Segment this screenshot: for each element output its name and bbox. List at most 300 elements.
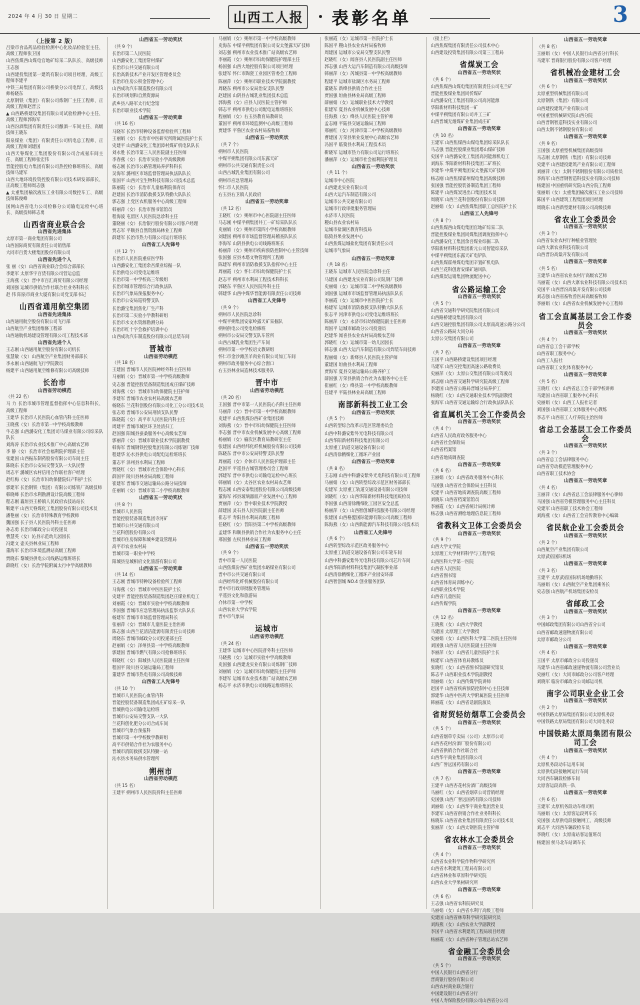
name-entry: 高平市供销合作社为农服务中心 [112, 743, 173, 749]
name-entry: 太原市第一商业集团有限公司 [6, 236, 62, 242]
award-category-heading: 山西省先进集体 [37, 312, 72, 318]
name-entry: 赵建国 山阴县古城乳业集团技术总监 [218, 93, 289, 99]
name-entry: 右玉县林业局造林技术服务队 [218, 369, 275, 375]
name-entry: 李建华 中煤平朔集团安太堡露天矿技师 [430, 169, 506, 175]
name-entry: （共 4 名） [536, 651, 560, 657]
name-entry: 陈建军 朔州市消防救援支队指挥中心主任 [218, 263, 298, 269]
name-entry: 薛国平 陵川县林业局高级工程师 [112, 474, 174, 480]
section-heading: 省民航企业工会委员会 [546, 523, 625, 533]
name-entry: 马志强 晋能控股煤业集团塔山煤矿技师 [430, 148, 506, 154]
name-entry: 马 力 长治市城市管理监督指挥中心信息科科长、高级工程师 [6, 402, 104, 414]
name-entry: 长治市气象局预报服务中心 [112, 292, 164, 298]
name-entry: 山西省水利建筑工程局有限公司 [430, 866, 491, 872]
name-entry: 中国重型机械研究院山西分院 [536, 113, 593, 119]
name-entry: 山西路桥建设集团有限公司 [430, 316, 483, 321]
name-entry: 山西省总工会干部学校 [536, 344, 580, 350]
name-entry: 王晓燕（女）长治市第一中学校高级教师 [6, 422, 84, 428]
name-entry: 运城市盐湖区教育科技局 [324, 228, 372, 234]
name-entry: 山西中科潞安紫外光电科技有限公司 [324, 431, 394, 437]
name-entry: 张晓红（女）山西省图书馆副研究馆员 [430, 665, 504, 671]
name-entry: 王丽娟（女）中国人民银行山西省分行科长 [536, 51, 619, 57]
name-entry: 郭建国 晋城市燃气有限公司抢修班班长 [112, 651, 187, 657]
name-entry: 晋中市第一人民医院 [218, 558, 258, 564]
name-entry: 周晓东 晋城市邮政分公司投递部主任 [112, 637, 183, 643]
name-entry: 马晓军 长治市特种设备监督检验所工程师 [112, 129, 191, 135]
name-entry: 杨丽萍（女）山西智创城科技服务有限公司经理 [324, 509, 415, 515]
name-entry: （共 12 名） [430, 615, 457, 621]
name-entry: 马志刚 太原钢铁（集团）有限公司技师 [536, 155, 612, 161]
name-entry: 贾海军 夏县交通运输局公路养护工 [324, 369, 391, 375]
name-entry: 史国平 山西晋汾高粱开发有限公司技师 [536, 288, 612, 294]
name-entry: 晋能控股电力集团有限公司热控检修班班长、高级技师马建军 [6, 164, 104, 177]
name-entry: 郭丽萍（女）晋城市职业技术学院副教授 [112, 439, 190, 445]
name-entry: 晋城市气象台预报科 [112, 729, 151, 735]
name-entry: 韩建华 山西中煤华晋能源有限责任公司技师 [218, 291, 302, 297]
name-entry: 华阳新材料科技集团一矿 [430, 105, 478, 111]
name-entry: 中国人民银行山西省分行 [430, 970, 478, 976]
name-entry: 朔州市公安局交警支队车管所 [218, 333, 275, 339]
name-entry: 薛建国 灵石县人民医院副主任医师 [218, 509, 285, 515]
name-entry: 长治市公安局巡特警支队 [112, 299, 160, 305]
name-entry: 山西大运汽车制造有限公司 [324, 192, 377, 198]
name-entry: 山西焦煤西山煤电官地矿综采二队队长、高级技师王志强 [6, 59, 104, 71]
name-entry: 郭建华 山西中医药大学附属医院主任医师 [430, 693, 510, 699]
name-entry: 兰花科创股份有限公司 [112, 531, 156, 537]
name-entry: 陈志平 山西职业技术学院副教授 [430, 672, 493, 678]
name-entry: 周志平 潞城区农村信用合作联社客户经理 [6, 471, 85, 477]
name-entry: 刘晓红（女）山西华阳新材料科技集团质检员 [324, 495, 411, 501]
name-entry: 刘国强 山西省职工文体服务中心教练 [536, 408, 607, 414]
name-entry: 王晓红（女）朔州市中心医院副主任医师 [218, 213, 296, 219]
name-entry: 李建国 山西省公路局晋城分局养护工 [430, 386, 501, 392]
name-entry: （共 7 名） [430, 351, 454, 357]
name-entry: 长治市第二人民医院 [112, 51, 151, 57]
name-entry: 山西华阳新材料科技集团有限公司 [324, 438, 389, 444]
name-entry: 赵晓红（女）闻喜县人民医院副主任医师 [324, 58, 402, 64]
name-entry: 杨志刚 长治市公路管理局养护科科长 [112, 165, 183, 170]
name-entry: 中煤平朔集团安家岭露天矿采掘队 [218, 319, 283, 325]
name-entry: 山西晋钢智造科技实业有限公司 [536, 120, 598, 126]
name-entry: 曹慧英（女）沁县示范幼儿园园长 [6, 535, 71, 541]
name-entry: 靳晓军 运城市热力有限公司运行班班长 [324, 150, 399, 156]
name-entry: 长治市第一中学校高三年级组 [112, 278, 169, 284]
name-entry: （共 9 个） [218, 551, 241, 557]
name-entry: 朔州供电公司变电检修班 [218, 326, 266, 332]
name-entry: 山西清徐精细化工循环产业园安环部 [324, 572, 394, 578]
award-category-heading: 山西省五一劳动奖状 [245, 136, 289, 142]
name-entry: 史丽萍（女）太原公交集团有限公司驾驶员 [430, 372, 513, 378]
subsection-heading: （上接第 2 版） [33, 38, 76, 45]
name-entry: 王建华 运城市中心医院普外科主任医师 [218, 648, 293, 654]
name-entry: 张丽娟（女）太重集团榆次液压工业公司技师 [536, 191, 623, 197]
name-entry: （共 8 个） [430, 218, 454, 224]
name-entry: 程志刚 襄垣县王桥镇人民政府农技站站长 [6, 499, 85, 505]
name-entry: 李丽萍（女）山西省儿童医院护士长 [430, 651, 500, 657]
name-entry: 刘国强 运城市供销合作社联合社业务科科长 [6, 286, 90, 292]
name-entry: 山西省档案馆 [430, 448, 457, 454]
name-entry: 马丽娟（女）朔州市第一中学校高级教师 [218, 37, 296, 42]
name-entry: 山西建龙实业有限公司 [324, 185, 368, 191]
masthead [0, 0, 640, 34]
name-entry: 山西航空产业集团有限公司 [536, 547, 589, 553]
name-entry: 王志强 山西省农科院研究员 [430, 902, 484, 908]
name-entry: 中国邮政集团有限公司山西省分公司 [536, 623, 606, 629]
award-category-heading: 山西省五一劳动奖章 [139, 115, 183, 121]
name-entry: （共 8 名） [324, 466, 348, 472]
name-entry: 山西汾酒集团有限责任公司酿酒一车间主任、高级技师王晓东 [6, 125, 104, 137]
name-entry: 刘丽霞（女）晋城市实验中学校高级教师 [112, 601, 190, 607]
name-entry: 山西转型综合改革示范区管理委员会 [324, 424, 394, 430]
name-entry: 李永刚 山西通航飞行学院教员 [6, 361, 64, 367]
award-category-heading: 山西省劳动模范 [250, 388, 284, 394]
award-category-heading: 山西省工人先锋号 [141, 679, 180, 685]
name-entry: 王晓东 运城市人民医院急诊科主任 [324, 270, 391, 276]
name-entry: 山西煤炭运销集团物流配送中心 [430, 275, 491, 281]
name-entry: 陈国平 稷山县农业农村局畜牧师 [324, 44, 387, 50]
name-entry: 张慧敏（女）山西航空产业集团财务部部长 [6, 354, 88, 360]
name-entry: 杨志强 山西省测绘地理信息院工程师 [430, 511, 501, 517]
name-entry: 朔州市人民医院 [218, 150, 249, 156]
name-entry: 程丽娟（女）右玉县教育局教研员 [218, 115, 283, 121]
name-entry: 马丽萍（女）晋中市第一中学校高级教师 [218, 409, 296, 415]
name-entry: 赵 伟 阳泉市商业大厦有限公司党支部书记 [6, 293, 87, 299]
masthead-rule-right [430, 18, 490, 19]
name-entry: 晋能控股煤业集团同煤集团调度指挥中心 [430, 232, 509, 238]
name-entry: 山西智创城 NO.4 创业服务团队 [324, 579, 386, 585]
name-entry: 赵建华 闻喜县农业农村局高级农艺师 [324, 334, 395, 340]
name-entry: 杨丽娟（女）榆次区教育局教研室主任 [218, 438, 292, 444]
name-entry: 韩志平 朔州市供电公司配电运维班班长 [218, 107, 293, 113]
name-entry: 韩丽萍（女）长治市图书馆馆员 [112, 207, 173, 213]
name-entry: （接上栏） [430, 37, 453, 42]
name-entry: 朔州市公共交通有限责任公司 [218, 164, 275, 170]
name-entry: 兰花科创化肥分公司合成车间 [112, 722, 169, 727]
name-entry: 潘艳丽（女）长治市特殊教育学校教师 [6, 513, 80, 519]
name-entry: （共 5 名） [536, 380, 560, 386]
name-entry: 李丽霞（女）朔州市妇幼保健院护理部主任 [218, 58, 300, 64]
award-category-heading: 山西省五一劳动奖章 [563, 791, 608, 797]
name-entry: 山西省农业科学院作物科学研究所 [430, 859, 496, 865]
name-entry: 李春燕（女）长治市实验小学高级教师 [112, 157, 186, 163]
name-entry: 史丽娟（女）朔州市第四小学校高级教师 [218, 227, 296, 233]
name-entry: 崔建军 晋城市交通运输局公路分局技师 [112, 481, 187, 487]
section-heading: 长治市 [42, 378, 67, 388]
name-entry: 马建华 山西省邮政速递物流有限公司营业员 [536, 665, 620, 671]
section-heading: 晋城市 [149, 344, 173, 353]
name-entry: 山西兰花科创唐安煤矿通风队 [430, 268, 487, 274]
name-entry: 史国强 太原供电段接触网工、高级技师 [536, 819, 612, 825]
name-entry: （共 4 个） [536, 337, 560, 343]
name-entry: 杨晓东 山西省盐业集团有限责任公司技术员 [430, 819, 514, 825]
name-entry: 赵丽娟（女）山西焦煤集团职工总医院护士长 [430, 204, 517, 210]
name-entry: 刘海燕（女）晋中市妇幼保健院主任医师 [218, 424, 296, 430]
award-category-heading: 山西省工人先锋号 [353, 530, 393, 536]
name-entry: 刘永胜 长治市第三人民医院副主任医师 [112, 150, 187, 156]
name-entry: 杨晓东 兰花科创股份有限公司化工分公司技术员 [112, 403, 204, 409]
name-entry: 刘志平 大同西车辆段检车员 [536, 826, 590, 832]
name-entry: 赵红梅（女）长治市妇幼保健院妇产科护士长 [6, 478, 92, 484]
section-heading: 南字公司职业企业工会 [546, 688, 625, 698]
name-entry: 刘海涛 长治市农业技术推广中心高级农艺师 [6, 443, 90, 448]
name-entry: 周丽娟（女）山西传媒学院讲师 [430, 679, 491, 685]
award-category-heading: 山西省五一劳动奖状 [563, 699, 608, 705]
name-entry: 贾志军 平顺县自然资源局林业工程师 [112, 228, 183, 234]
award-category-heading: 山西省五一劳动奖章 [457, 888, 501, 894]
name-entry: 李丽霞（女）山西省统计局统计师 [430, 504, 496, 510]
name-entry: 永济市人民医院 [324, 214, 355, 219]
name-entry: 董海军 长治市环境监测站高级工程师 [6, 549, 77, 555]
award-category-heading: 山西省五一劳动奖状 [457, 957, 501, 963]
award-category-heading: 山西省五一劳动奖章 [457, 462, 501, 468]
name-entry: 王晓红（女）山西省总工会干部学校讲师 [536, 387, 615, 393]
name-entry: 韩海军 晋城钢铁控股集团有限公司炼钢厂技师 [112, 446, 200, 452]
award-category-heading: 山西省五一劳动奖章 [457, 609, 501, 615]
name-entry: （共 5 个） [430, 301, 454, 307]
name-entry: 山西焦煤西山煤电集团官地矿综采二队 [430, 225, 504, 231]
award-category-heading: 山西省五一劳动奖章 [351, 256, 395, 262]
name-entry: 山西农业大学果树研究所 [430, 881, 478, 887]
name-entry: 山西农业大学农学院 [218, 608, 258, 614]
name-entry: 李国平 山西省水利建筑工程局项目经理 [430, 930, 506, 936]
name-entry: 刘晓军 临汾市邮政分公司邮运司机 [536, 679, 603, 685]
name-entry: 马建国 山西省职工服务中心科长 [536, 394, 599, 400]
name-entry: 史志强 晋能控股装备制造集团成庄煤矿技师 [112, 382, 196, 388]
name-entry: 李丽娟（女）山西省农业机械发展中心工程师 [536, 302, 623, 308]
name-entry: 韩丽娟（女）太谷区农业农村局农艺师 [218, 480, 292, 486]
award-category-heading: 山西省五一劳动奖章 [563, 134, 608, 140]
name-entry: 张志勇 晋城市公安局刑侦支队民警 [112, 410, 178, 416]
name-entry: 韩晓红（女）阳城县人民医院副主任医师 [112, 658, 190, 664]
name-entry: 马晓燕（女）运城市实验中学高级教师 [218, 655, 292, 661]
award-category-heading: 山西省五一劳动奖状 [457, 720, 501, 726]
award-category-heading: 山西省五一劳动奖章 [245, 199, 289, 205]
name-entry: 陈晓霞（女）高平市人民医院内科主任 [112, 418, 186, 423]
name-entry: 山西广誉远国药有限公司 [430, 762, 478, 768]
name-entry: 李 静（女）长治市社会福利院护理部主任 [6, 450, 85, 456]
name-entry: （共 3 个） [536, 616, 560, 622]
name-entry: 杨志刚 山西焦煤霍州煤电集团高级技师 [430, 176, 506, 182]
name-entry: 史国平 山西潞安化工集团高河能源机电工 [430, 155, 510, 161]
award-category-heading: 山西省五一劳动奖状 [563, 78, 608, 84]
name-entry: 周建国 运城市公安局交警支队民警 [324, 51, 391, 57]
name-entry: 中国铁路太原局集团有限公司大同电务段 [536, 720, 615, 726]
name-entry: 晋城市住房保障和城乡建设管理局 [112, 538, 177, 544]
award-category-heading: 山西省五一劳动奖章 [457, 344, 501, 350]
name-entry: 山西省儿童医院 [430, 595, 461, 600]
section-heading: 运城市 [255, 624, 279, 634]
name-entry: （共 22 名） [6, 395, 32, 401]
name-entry: 程海波 屯留区人民医院急诊科主任 [112, 214, 178, 220]
name-entry: 中国铁路太原局集团有限公司太原机务段 [536, 713, 615, 719]
name-entry: （共 3 个） [536, 231, 560, 237]
name-entry: 董建国 垣曲县水利局工程师 [324, 362, 378, 368]
name-entry: 马海燕（女）晋城市中医医院护士长 [112, 587, 181, 593]
name-entry: 山西焦煤霍州煤电集团辛置矿机电队 [430, 261, 500, 267]
name-entry: 郭建军 晋中市供电公司输电运检中心班长 [218, 473, 298, 479]
name-entry: 晋商银行股份有限公司 [430, 978, 474, 984]
name-entry: 山西省林业和草原科学研究院 [430, 874, 487, 879]
award-category-heading: 山西省五一劳动奖状 [139, 496, 183, 502]
name-entry: 怀仁市金沙滩羔羊肉业有限公司加工车间 [218, 355, 296, 361]
award-category-heading: 山西省五一劳动奖状 [457, 70, 501, 76]
name-entry: 山西职业技术学院 [430, 587, 466, 593]
text-column [325, 37, 427, 909]
name-entry: 山西省图书馆 [430, 573, 457, 579]
name-entry: 山西焦煤运城盐化集团有限责任公司 [324, 242, 394, 248]
name-entry: 晋能控股装备制造集团成庄矿综采一队 [112, 700, 186, 706]
name-entry: 杨建平 山西通用航空维修有限公司高级技师 [6, 369, 90, 374]
name-entry: 中铁三局集团有限公司桥梁分公司电焊工、高级技师杨晓东 [6, 85, 104, 97]
name-entry: 马丽娟（女）晋城市第一中学校高级教师 [112, 375, 190, 381]
name-entry: （共 4 个） [430, 852, 454, 858]
section-heading: 省邮政工会 [565, 599, 605, 609]
name-entry: 山西通航机场建设管理有限公司工程技术部 [6, 333, 88, 339]
name-entry: 大同西车辆段检修车间 [536, 777, 580, 782]
name-entry: 山西古城乳业集团有限公司 [218, 171, 270, 177]
name-entry: 山西晋汾高粱开发有限公司 [536, 253, 589, 259]
name-entry: （共 8 名） [536, 44, 560, 50]
name-entry: 李建军 晋城市农业农村局高级农艺师 [112, 396, 183, 402]
name-entry: 朔州市应急管理局 [218, 178, 253, 184]
name-entry: 长治供电公司变电运维班 [112, 271, 160, 277]
name-entry: 李国强 山西清徐精细化工园区安全总监 [324, 502, 399, 508]
name-entry: 马丽娟（女）山西航空产业集团乘务长 [536, 582, 610, 588]
name-entry: 张建国 山西格盟国际能源有限公司高级工程师 [324, 516, 412, 522]
name-entry: 史丽红（女）大同市邮政分公司客户经理 [536, 672, 615, 678]
name-entry: 周晓军 山西兰花科创股份有限公司技师 [430, 197, 506, 203]
name-entry: 赵志平 朔州市水利局工程技术科科长 [218, 277, 289, 283]
name-entry: 长治市公共交通有限公司 [112, 66, 160, 72]
name-entry: 介休市第一中学校 [218, 601, 253, 607]
name-entry: 郭建军 长治钢铁（集团）有限公司炼铁厂高级技师 [6, 485, 102, 491]
name-entry: 晋能控股煤业集团同忻煤矿 [430, 91, 483, 97]
award-category-heading: 山西省先进集体 [37, 230, 72, 236]
name-entry: 太原重工轨道交通设备有限公司车轮车间 [324, 551, 402, 557]
name-entry: 中煤平朔集团东露天矿电铲队 [430, 254, 487, 260]
award-category-heading: 山西省五一劳动奖状 [563, 609, 608, 615]
award-category-heading: 山西省五一劳动奖状 [351, 410, 395, 416]
name-entry: 任海燕（女）绛县人民医院主管护师 [324, 115, 394, 121]
name-entry: 魏国强 长子县人民医院外科主任医师 [6, 521, 77, 527]
name-entry: 史丽娟（女）运城市第二中学校高级教师 [324, 284, 402, 290]
name-entry: 马国强 山西省社会保险局主任科员 [430, 483, 497, 489]
section-heading: 省教科文卫体工会委员会 [436, 521, 523, 530]
name-entry: 中国建设银行山西省分行 [430, 992, 478, 998]
name-entry: 山西转型综改示范区政务服务中心 [324, 544, 389, 550]
section-heading: 省金融工会委员会 [448, 946, 511, 956]
section-heading: 山西省商业联合会 [23, 219, 86, 229]
name-entry: 山西焦煤集团有限责任公司技术中心 [430, 44, 500, 50]
name-entry: 张海军 山西省交通运输综合行政执法队队长 [430, 400, 514, 406]
name-entry: 史海东 中煤平朔集团有限公司安太堡露天矿技师 [218, 44, 310, 50]
publication-date: 2024 年 4 月 30 日 星期二 [8, 14, 78, 20]
award-category-heading: 山西省五一劳动奖章 [563, 644, 608, 650]
name-entry: （共 4 名） [536, 485, 560, 491]
name-entry: 杨晓红（女）山西交通职业技术学院副教授 [430, 393, 513, 399]
section-heading: 省农林水工会委员会 [444, 835, 515, 845]
name-entry: 高平市农业农村局 [112, 545, 147, 551]
name-entry: 山西省体育局训练中心 [430, 580, 474, 586]
name-entry: 周建平 晋城市城区环卫处清扫工 [112, 425, 174, 431]
name-entry: 董志平 泽州县水利局工程师 [112, 460, 166, 466]
name-entry: 山西国际商贸有限责任公司销售部 [6, 244, 71, 250]
masthead-rule-left [150, 18, 210, 19]
name-entry: 刘志强 山西省畜牧兽医局高级畜牧师 [536, 295, 607, 301]
name-entry: （共 12 名） [218, 206, 244, 212]
name-entry: 任晓红（女）昔阳县第二中学校高级教师 [218, 523, 296, 529]
name-entry: 贾国强 垣曲县林业局高级工程师 [324, 93, 387, 99]
award-category-heading: 山西省先进个人 [37, 340, 72, 346]
name-entry: 临猗县果业发展中心 [324, 235, 364, 241]
name-entry: 刘海燕（女）山西省工会宣传教育中心编辑 [536, 514, 619, 520]
name-entry: 陈丽霞（女）长治市儿童福利院保育员 [112, 186, 186, 192]
name-entry: 刘丽娟（女）运城市妇幼保健院主任护师 [218, 670, 296, 675]
name-entry: 马建军 山西交控集团高速公路收费员 [430, 365, 501, 371]
name-entry: 陈丽萍（女）朔州市职业技术学院副教授 [218, 79, 296, 85]
name-entry: 长治市城市管理综合行政执法队 [112, 285, 173, 291]
name-entry: 薛建军 长治市热力有限公司运行班班长 [112, 235, 187, 241]
name-entry: ▲ 太重集团榆次液压工业有限公司数控车工、高级技师陈俊峰 [6, 191, 104, 203]
name-entry: 沁水县水务局供水管理所 [112, 757, 160, 763]
award-category-heading: 山西省五一劳动奖章 [139, 566, 183, 572]
name-entry: 山西潞安化工集团常村煤矿 [112, 58, 164, 64]
name-entry: 孟志刚 平陆县交通运输局工程师 [324, 122, 387, 128]
name-entry: （共 5 个） [430, 963, 454, 969]
section-heading: 中国铁路太原局集团有限公司工会 [538, 729, 633, 748]
award-category-heading: 山西省五一劳动奖章 [563, 373, 608, 379]
name-entry: 陈建平 山西煤炭进出口集团技术员 [430, 190, 497, 196]
name-entry: 陈国平 山西建筑工程集团项目经理 [536, 198, 603, 204]
name-entry: 长治市水文水资源勘测分局 [112, 320, 164, 326]
name-entry: 薛丽娟（女）运城职业技术大学教授 [324, 100, 394, 106]
name-entry: 马国强 山西省劳模管理服务中心主任科员 [536, 500, 616, 506]
name-entry: 史建平 山西潞安化工集团漳村煤矿机电队队长 [112, 143, 200, 149]
name-entry: 李建军 山西省供销合作社业务科科长 [430, 812, 501, 818]
name-entry: 张建国 山西振东制药股份有限公司车间主任 [6, 457, 90, 463]
name-entry: 刘建国 朔州市市场监督管理局稽查队队长 [218, 234, 298, 240]
name-entry: 山西大地环境投资控股有限公司技术研发部部长、正高级工程师周志强 [6, 178, 104, 190]
name-entry: （共 9 名） [536, 141, 560, 147]
section-heading: 省机械冶金建材工会 [550, 68, 621, 78]
name-entry: 山西交通控股集团有限公司太原南高速公路分公司 [430, 323, 526, 329]
name-entry: 太原客运段高铁一队 [536, 784, 576, 790]
section-heading: 省工会直属基层工会工作委员会 [538, 311, 633, 330]
name-entry: 山西中科潞安紫外光电科技有限公司芯片车间 [324, 558, 411, 564]
name-entry: 晋城市消防救援支队特勤一站 [112, 750, 169, 756]
name-entry: 杨丽霞（女）山西省种子管理总站农艺师 [430, 937, 509, 943]
name-entry: 史建平 晋能控股装备制造集团赵庄煤业机电工 [112, 594, 200, 600]
name-entry: 牛志强 山西潞安化工集团司马煤业有限公司综采队队长 [6, 429, 104, 441]
name-entry: 王丽娟（女）长治市中医研究所附属医院护士长 [112, 136, 203, 142]
name-entry: 山西省供销合作社联合社 [430, 748, 478, 754]
name-entry: 运城市气象局 [324, 249, 351, 255]
award-category-heading: 山西省工人先锋号 [247, 298, 287, 304]
name-entry: （共 5 名） [536, 267, 560, 272]
name-entry: 山西农村商业联合银行 [430, 985, 474, 991]
name-entry: 周丽霞（女）怀仁市妇幼保健院护士长 [218, 270, 292, 276]
name-entry: 马建军 晋商银行股份有限公司客户经理 [536, 58, 612, 64]
name-entry: 王国强 晋中市第一人民医院心内科主任医师 [218, 402, 302, 408]
name-entry: 山西省职工技术协会 [536, 472, 576, 478]
name-entry: （共 6 个） [430, 77, 454, 83]
name-entry: （共 3 名） [536, 568, 560, 574]
name-entry: 山西省邮政速递物流有限公司 [536, 630, 593, 636]
name-entry: 王志刚 山西中科潞安紫外光电科技有限公司工程师 [324, 473, 421, 479]
name-entry: 晋城供电公司输电运检班 [112, 707, 160, 713]
name-entry: 陈晓东 长治市公安局交警支队一大队民警 [6, 464, 85, 470]
name-entry: 张建军 怀仁市陶瓷工业园区管委会工程师 [218, 72, 298, 78]
name-entry: 李建军 运城市农业技术推广站高级农艺师 [218, 677, 298, 683]
